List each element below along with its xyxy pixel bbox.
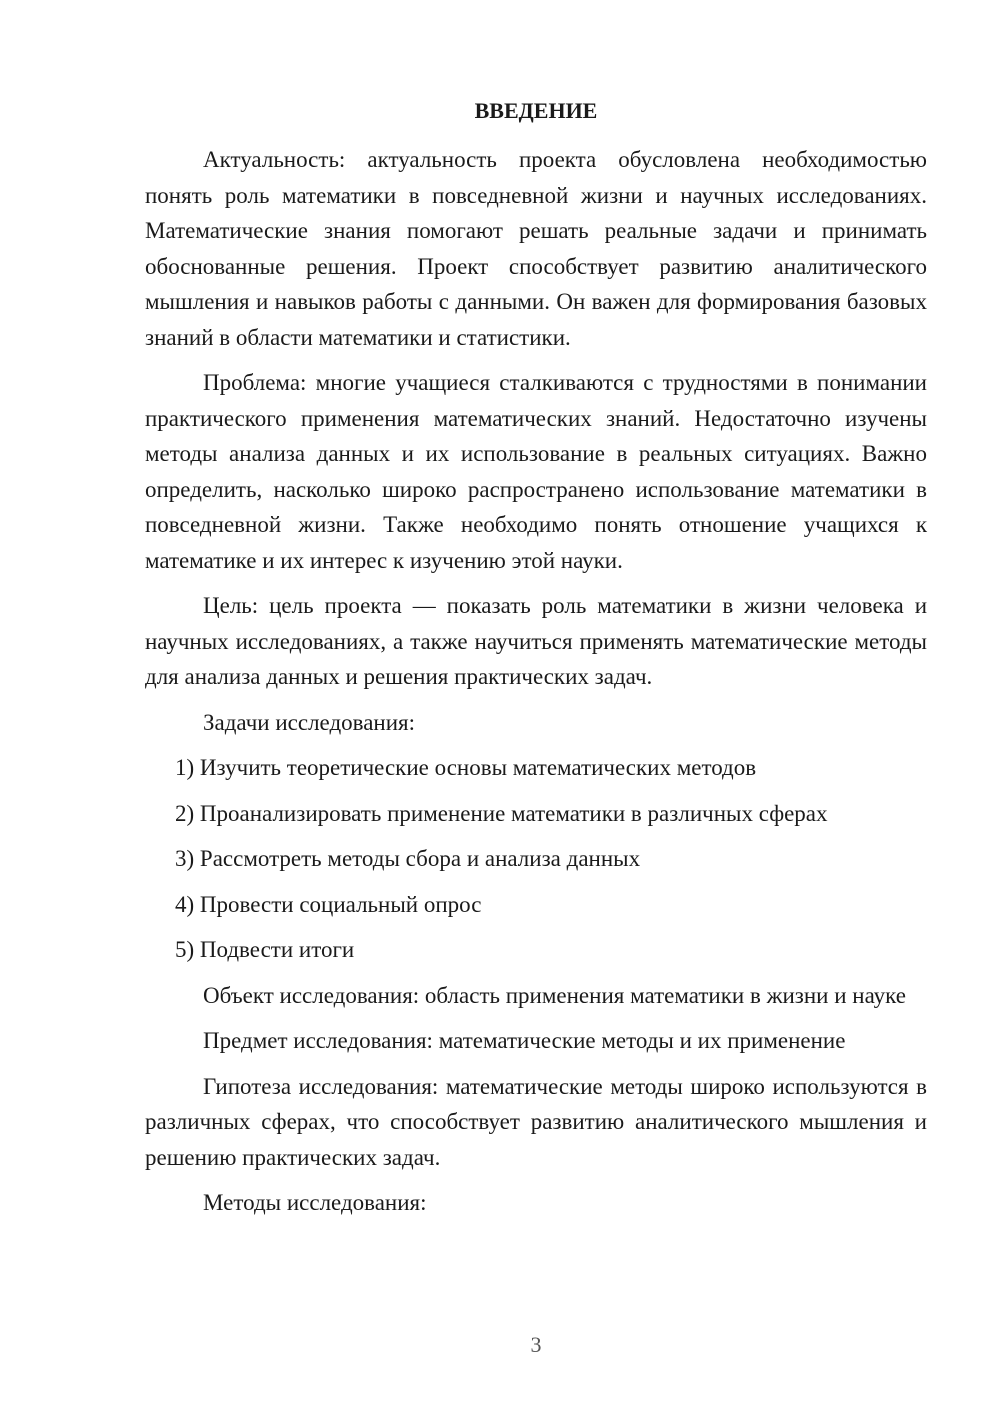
relevance-paragraph: Актуальность: актуальность проекта обусловлена необходимостью понять роль математики в повседневной жизни и научных исследованиях. Математические знания помогают решать реальные задачи и принимать обоснованные решения. Проект способствует развитию аналитического мышления и навыков работы с данными. Он важен для формирования базовых знаний в области математики и статистики. [145, 147, 927, 350]
page-heading: ВВЕДЕНИЕ [474, 98, 598, 123]
list-item: 4) Провести социальный опрос [175, 891, 482, 917]
page-number: 3 [530, 1332, 542, 1357]
subject-paragraph: Предмет исследования: математические методы и их применение [203, 1028, 846, 1053]
object-paragraph: Объект исследования: область применения математики в жизни и науке [203, 982, 906, 1008]
problem-paragraph: Проблема: многие учащиеся сталкиваются с трудностями в понимании практического применения математических знаний. Недостаточно изучены методы анализа данных и их использование в реальных ситуациях. Важно определить, насколько широко распространено использование математики в повседневной жизни. Также необходимо понять отношение учащихся к математике и их интерес к изучению этой науки. [145, 370, 927, 573]
hypothesis-paragraph: Гипотеза исследования: математические методы широко используются в различных сферах, что способствует развитию аналитического мышления и решению практических задач. [145, 1073, 927, 1170]
document-body [145, 142, 927, 1231]
list-item: 1) Изучить теоретические основы математических методов [175, 755, 757, 780]
methods-paragraph: Методы исследования: [203, 1190, 427, 1215]
goal-paragraph: Цель: цель проекта — показать роль математики в жизни человека и научных исследованиях, а также научиться применять математические методы для анализа данных и решения практических задач. [145, 593, 927, 689]
tasks-list [145, 750, 927, 968]
list-item: 2) Проанализировать применение математики в различных сферах [175, 800, 828, 826]
list-item: 5) Подвести итоги [175, 937, 355, 962]
list-item: 3) Рассмотреть методы сбора и анализа данных [175, 846, 641, 871]
tasks-title: Задачи исследования: [203, 709, 416, 735]
